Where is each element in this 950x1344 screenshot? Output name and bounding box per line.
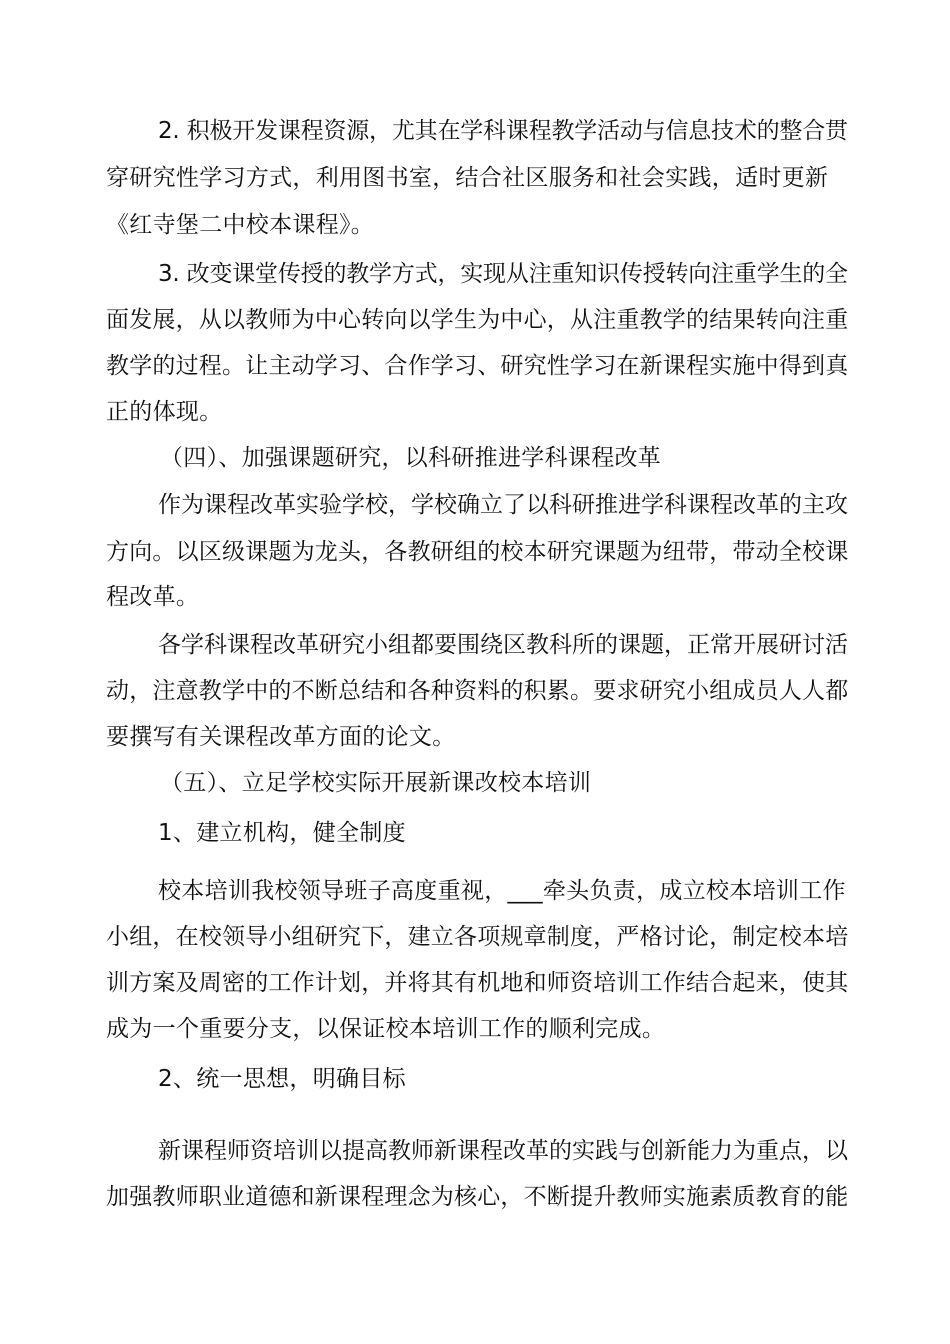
paragraph-1-line-2: 穿研究性学习方式，利用图书室，结合社区服务和社会实践，适时更新 <box>106 165 829 191</box>
paragraph-1-line-1: 2. 积极开发课程资源，尤其在学科课程教学活动与信息技术的整合贯 <box>158 118 848 144</box>
paragraph-6-line-2: 加强教师职业道德和新课程理念为核心，不断提升教师实施素质教育的能 <box>106 1184 849 1210</box>
subheading-2: 2、统一思想，明确目标 <box>158 1066 406 1092</box>
section-heading-4: （四）、加强课题研究，以科研推进学科课程改革 <box>160 445 662 471</box>
section-heading-5: （五）、立足学校实际开展新课改校本培训 <box>160 770 592 796</box>
paragraph-3-line-3: 程改革。 <box>106 584 200 610</box>
paragraph-2-line-4: 正的体现。 <box>106 399 223 425</box>
paragraph-4-line-1: 各学科课程改革研究小组都要围绕区教科所的课题，正常开展研讨活 <box>158 632 848 658</box>
paragraph-3-line-1: 作为课程改革实验学校，学校确立了以科研推进学科课程改革的主攻 <box>158 492 848 518</box>
paragraph-2-line-3: 教学的过程。让主动学习、合作学习、研究性学习在新课程实施中得到真 <box>106 353 849 379</box>
paragraph-5-line-3: 训方案及周密的工作计划，并将其有机地和师资培训工作结合起来，使其 <box>106 970 849 996</box>
paragraph-5-line-2: 小组，在校领导小组研究下，建立各项规章制度，严格讨论，制定校本培 <box>106 924 849 950</box>
paragraph-6-line-1: 新课程师资培训以提高教师新课程改革的实践与创新能力为重点，以 <box>158 1138 848 1164</box>
subheading-1: 1、建立机构，健全制度 <box>158 820 406 846</box>
paragraph-3-line-2: 方向。以区级课题为龙头，各教研组的校本研究课题为纽带，带动全校课 <box>106 539 849 565</box>
paragraph-4-line-2: 动，注意教学中的不断总结和各种资料的积累。要求研究小组成员人人都 <box>106 678 849 704</box>
paragraph-2-line-1: 3. 改变课堂传授的教学方式，实现从注重知识传授转向注重学生的全 <box>158 261 848 287</box>
paragraph-5-line-4: 成为一个重要分支，以保证校本培训工作的顺利完成。 <box>106 1016 666 1042</box>
paragraph-1-line-3: 《红寺堡二中校本课程》。 <box>106 212 375 238</box>
paragraph-4-line-3: 要撰写有关课程改革方面的论文。 <box>106 724 456 750</box>
paragraph-5-line-1: 校本培训我校领导班子高度重视，___牵头负责，成立校本培训工作 <box>158 878 846 904</box>
paragraph-2-line-2: 面发展，从以教师为中心转向以学生为中心，从注重教学的结果转向注重 <box>106 307 849 333</box>
